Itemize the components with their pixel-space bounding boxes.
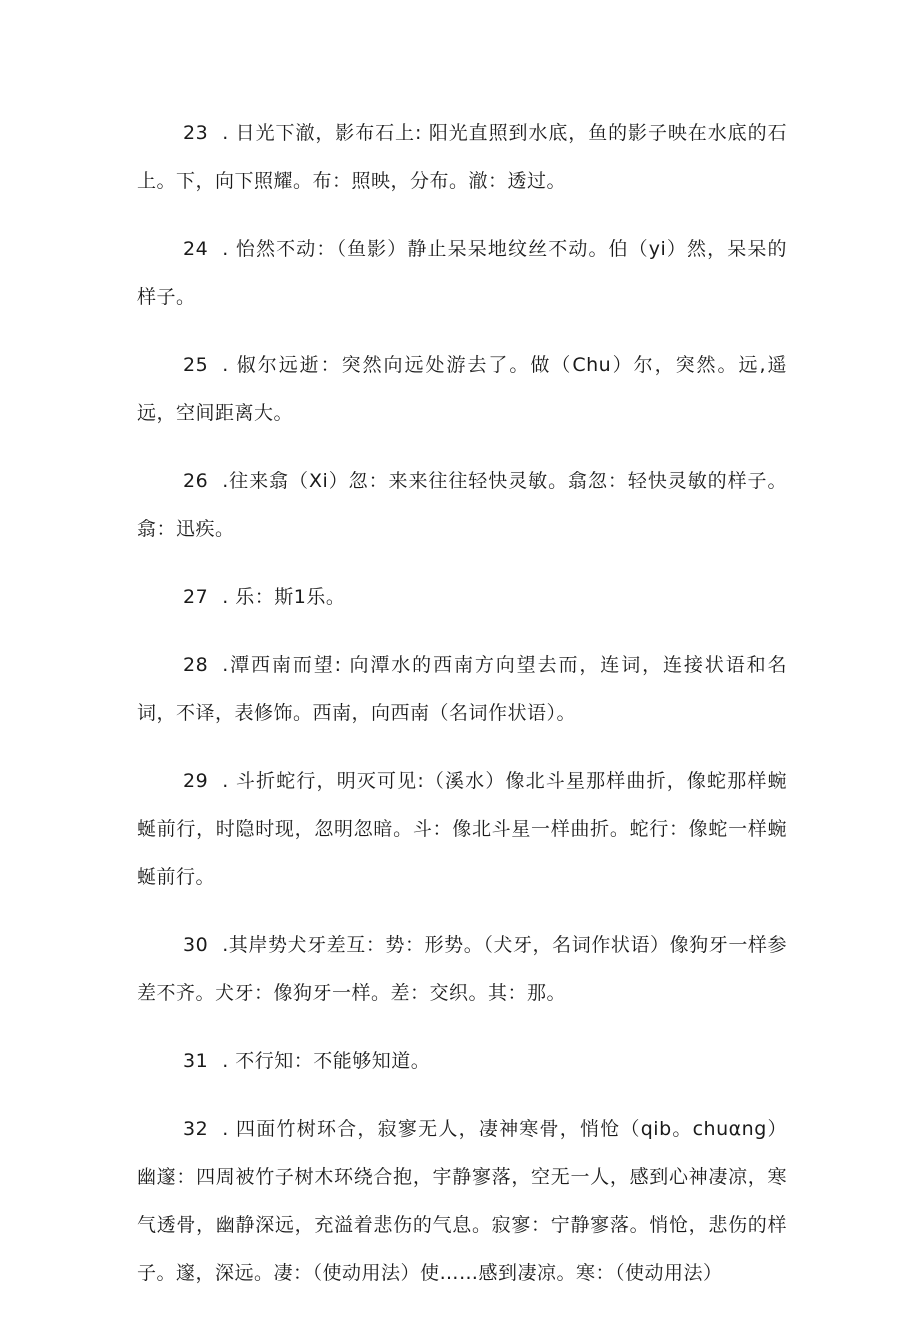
annotation-list bbox=[137, 109, 787, 1317]
annotation-item bbox=[137, 573, 787, 621]
annotation-number: 30 bbox=[183, 934, 209, 956]
annotation-text: . 俶尔远逝：突然向远处游去了。做（Chu）尔，突然。远,遥远，空间距离大。 bbox=[137, 354, 787, 424]
annotation-item bbox=[137, 109, 787, 205]
annotation-text: .潭西南而望: 向潭水的西南方向望去而，连词，连接状语和名词，不译，表修饰。西南，向西南（名词作状语）。 bbox=[137, 654, 787, 724]
annotation-text: .往来翕（Xi）忽：来来往往轻快灵敏。翕忽：轻快灵敏的样子。翕：迅疾。 bbox=[137, 470, 787, 540]
annotation-number: 29 bbox=[183, 770, 209, 792]
annotation-text: . 乐：斯1乐。 bbox=[222, 586, 346, 608]
annotation-item bbox=[137, 921, 787, 1017]
annotation-text: . 日光下澈，影布石上: 阳光直照到水底，鱼的影子映在水底的石上。下，向下照耀。布：照映，分布。澈：透过。 bbox=[137, 122, 787, 192]
annotation-number: 27 bbox=[183, 586, 209, 608]
annotation-text: .其岸势犬牙差互：势：形势。（犬牙，名词作状语）像狗牙一样参差不齐。犬牙：像狗牙一样。差：交织。其：那。 bbox=[137, 934, 787, 1004]
annotation-item bbox=[137, 757, 787, 901]
annotation-number: 23 bbox=[183, 122, 209, 144]
annotation-item bbox=[137, 641, 787, 737]
annotation-number: 25 bbox=[183, 354, 209, 376]
annotation-number: 32 bbox=[183, 1118, 209, 1140]
annotation-item bbox=[137, 341, 787, 437]
annotation-item bbox=[137, 1105, 787, 1297]
annotation-text: . 斗折蛇行，明灭可见:（溪水）像北斗星那样曲折，像蛇那样蜿蜒前行，时隐时现，忽明忽暗。斗：像北斗星一样曲折。蛇行：像蛇一样蜿蜒前行。 bbox=[137, 770, 787, 888]
annotation-item bbox=[137, 457, 787, 553]
annotation-text: . 四面竹树环合，寂寥无人，凄神寒骨，悄怆（qib。chuαng）幽邃：四周被竹子树木环绕合抱，宇静寥落，空无一人，感到心神凄凉，寒气透骨，幽静深远，充溢着悲伤的气息。寂寥：宁静寥落。悄怆，悲伤的样子。邃，深远。凄：（使动用法）使……感到凄凉。寒：（使动用法） bbox=[137, 1118, 787, 1284]
annotation-number: 31 bbox=[183, 1050, 209, 1072]
annotation-text: . 怡然不动：（鱼影）静止呆呆地纹丝不动。伯（yi）然，呆呆的样子。 bbox=[137, 238, 787, 308]
annotation-item bbox=[137, 225, 787, 321]
annotation-item bbox=[137, 1037, 787, 1085]
annotation-number: 28 bbox=[183, 654, 209, 676]
annotation-text: . 不行知：不能够知道。 bbox=[222, 1050, 431, 1072]
annotation-number: 24 bbox=[183, 238, 209, 260]
annotation-number: 26 bbox=[183, 470, 209, 492]
